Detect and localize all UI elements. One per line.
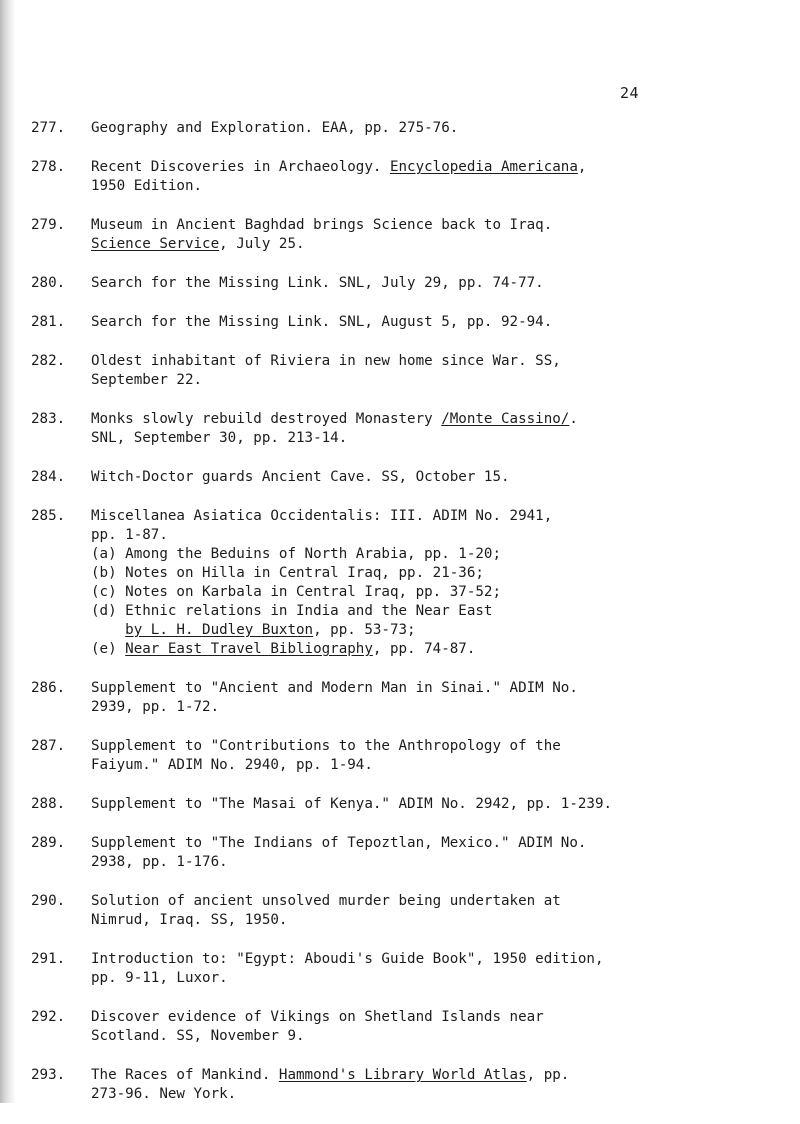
entry-text-run: Solution of ancient unsolved murder being undertaken at [91, 893, 561, 909]
entry-text-run: (c) Notes on Karbala in Central Iraq, pp. 37-52; [91, 584, 501, 600]
entry-number: 277. [31, 120, 66, 136]
entry-text [91, 950, 791, 988]
entry-text [91, 795, 791, 814]
bibliography-entry [31, 737, 791, 775]
entry-line [91, 274, 791, 293]
entry-number: 280. [31, 275, 66, 291]
entry-line [91, 853, 791, 872]
underlined-title: Hammond's Library World Atlas [278, 1067, 527, 1083]
entry-number: 288. [31, 796, 66, 812]
bibliography-entry [31, 892, 791, 930]
entry-text [91, 892, 791, 930]
entry-number: 285. [31, 508, 66, 524]
entry-text-run: Supplement to "Ancient and Modern Man in Sinai." ADIM No. [91, 680, 578, 696]
entry-text-run: (d) Ethnic relations in India and the Near East [91, 603, 493, 619]
entry-text-run: 1950 Edition. [91, 178, 203, 194]
entry-number: 291. [31, 951, 66, 967]
entry-line [91, 892, 791, 911]
entry-number: 279. [31, 217, 66, 233]
entry-line [91, 640, 791, 659]
bibliography-entry [31, 468, 791, 487]
entry-line [91, 1066, 791, 1085]
entry-text-run: SNL, September 30, pp. 213-14. [91, 430, 348, 446]
entry-text-run: pp. 9-11, Luxor. [91, 970, 228, 986]
entry-line [91, 564, 791, 583]
page-left-edge-shadow [0, 0, 16, 1103]
entry-text-run: Search for the Missing Link. SNL, July 29, pp. 74-77. [91, 275, 544, 291]
entry-number: 287. [31, 738, 66, 754]
entry-text [91, 834, 791, 872]
entry-text [91, 468, 791, 487]
entry-text-run: September 22. [91, 372, 203, 388]
entry-line [91, 950, 791, 969]
entry-text [91, 1066, 791, 1104]
entry-line [91, 583, 791, 602]
entry-line [91, 834, 791, 853]
entry-line [91, 969, 791, 988]
entry-text-run: Geography and Exploration. EAA, pp. 275-76. [91, 120, 459, 136]
entry-text [91, 507, 791, 659]
entry-line [91, 119, 791, 138]
entry-text-run: Faiyum." ADIM No. 2940, pp. 1-94. [91, 757, 373, 773]
bibliography-entry [31, 795, 791, 814]
entry-text-run: Search for the Missing Link. SNL, August 5, pp. 92-94. [91, 314, 553, 330]
bibliography-entry [31, 1066, 791, 1104]
entry-line [91, 1085, 791, 1104]
entry-text-run: Supplement to "The Indians of Tepoztlan, Mexico." ADIM No. [91, 835, 587, 851]
entry-text-run: Nimrud, Iraq. SS, 1950. [91, 912, 288, 928]
entry-text-run: , [577, 159, 587, 175]
bibliography-entry [31, 158, 791, 196]
entry-text-run: 2938, pp. 1-176. [91, 854, 228, 870]
bibliography-entry [31, 352, 791, 390]
entry-text [91, 313, 791, 332]
bibliography-entry [31, 313, 791, 332]
entry-text [91, 216, 791, 254]
entry-text [91, 737, 791, 775]
entry-line [91, 1008, 791, 1027]
entry-number: 282. [31, 353, 66, 369]
entry-text [91, 352, 791, 390]
entry-number: 290. [31, 893, 66, 909]
bibliography-entry [31, 1008, 791, 1046]
bibliography-entry [31, 507, 791, 659]
entry-text-run: 273-96. New York. [91, 1086, 237, 1102]
entry-line [91, 911, 791, 930]
page-number: 24 [620, 84, 640, 102]
entry-text [91, 158, 791, 196]
bibliography-entry [31, 274, 791, 293]
entry-text-run: (b) Notes on Hilla in Central Iraq, pp. 21-36; [91, 565, 484, 581]
entry-text-run: Oldest inhabitant of Riviera in new home since War. SS, [91, 353, 561, 369]
entry-line [91, 698, 791, 717]
entry-number: 286. [31, 680, 66, 696]
underlined-title: /Monte Cassino/ [441, 411, 570, 427]
entry-line [91, 235, 791, 254]
entry-text [91, 679, 791, 717]
entry-line [91, 177, 791, 196]
entry-line [91, 795, 791, 814]
underlined-title: Science Service [91, 236, 220, 252]
entry-text-run: (a) Among the Beduins of North Arabia, pp. 1-20; [91, 546, 501, 562]
entry-text-run: , July 25. [219, 236, 305, 252]
entry-text-run: , pp. 74-87. [372, 641, 476, 657]
entry-line [91, 158, 791, 177]
entry-number: 283. [31, 411, 66, 427]
entry-line [91, 313, 791, 332]
bibliography-entry [31, 216, 791, 254]
entry-number: 293. [31, 1067, 66, 1083]
entry-number: 292. [31, 1009, 66, 1025]
bibliography-entry [31, 834, 791, 872]
entry-text-run: , pp. 53-73; [313, 622, 416, 638]
entry-text [91, 119, 791, 138]
entry-line [91, 410, 791, 429]
entry-line [91, 545, 791, 564]
entry-line [91, 602, 791, 621]
bibliography-entry [31, 119, 791, 138]
entry-text [91, 410, 791, 448]
entry-text [91, 274, 791, 293]
entry-text-run: Witch-Doctor guards Ancient Cave. SS, October 15. [91, 469, 510, 485]
bibliography-entry [31, 679, 791, 717]
entry-text-run: Supplement to "The Masai of Kenya." ADIM No. 2942, pp. 1-239. [91, 796, 613, 812]
entry-text-run [91, 622, 125, 638]
entry-line [91, 526, 791, 545]
entry-line [91, 352, 791, 371]
bibliography-list [31, 119, 791, 1124]
entry-number: 281. [31, 314, 66, 330]
underlined-title: Encyclopedia Americana [389, 159, 578, 175]
entry-text-run: Museum in Ancient Baghdad brings Science back to Iraq. [91, 217, 553, 233]
entry-line [91, 1027, 791, 1046]
entry-line [91, 429, 791, 448]
entry-text-run: . [569, 411, 578, 427]
bibliography-entry [31, 950, 791, 988]
entry-text-run: The Races of Mankind. [91, 1067, 279, 1083]
entry-line [91, 468, 791, 487]
entry-text-run: Recent Discoveries in Archaeology. [91, 159, 390, 175]
entry-line [91, 371, 791, 390]
bibliography-entry [31, 410, 791, 448]
entry-text-run: , pp. [526, 1067, 570, 1083]
entry-number: 284. [31, 469, 66, 485]
entry-line [91, 507, 791, 526]
entry-number: 278. [31, 159, 66, 175]
entry-text-run: (e) [91, 641, 126, 657]
entry-text [91, 1008, 791, 1046]
entry-line [91, 621, 791, 640]
entry-line [91, 737, 791, 756]
entry-text-run: 2939, pp. 1-72. [91, 699, 220, 715]
entry-text-run: Discover evidence of Vikings on Shetland Islands near [91, 1009, 544, 1025]
entry-text-run: Monks slowly rebuild destroyed Monastery [91, 411, 442, 427]
entry-line [91, 679, 791, 698]
entry-text-run: Miscellanea Asiatica Occidentalis: III. ADIM No. 2941, [91, 508, 553, 524]
entry-text-run: pp. 1-87. [91, 527, 168, 543]
underlined-title: by L. H. Dudley Buxton [125, 622, 314, 638]
entry-text-run: Supplement to "Contributions to the Anthropology of the [91, 738, 561, 754]
entry-text-run: Scotland. SS, November 9. [91, 1028, 305, 1044]
underlined-title: Near East Travel Bibliography [125, 641, 373, 657]
entry-line [91, 216, 791, 235]
entry-text-run: Introduction to: "Egypt: Aboudi's Guide Book", 1950 edition, [91, 951, 604, 967]
entry-number: 289. [31, 835, 66, 851]
entry-line [91, 756, 791, 775]
